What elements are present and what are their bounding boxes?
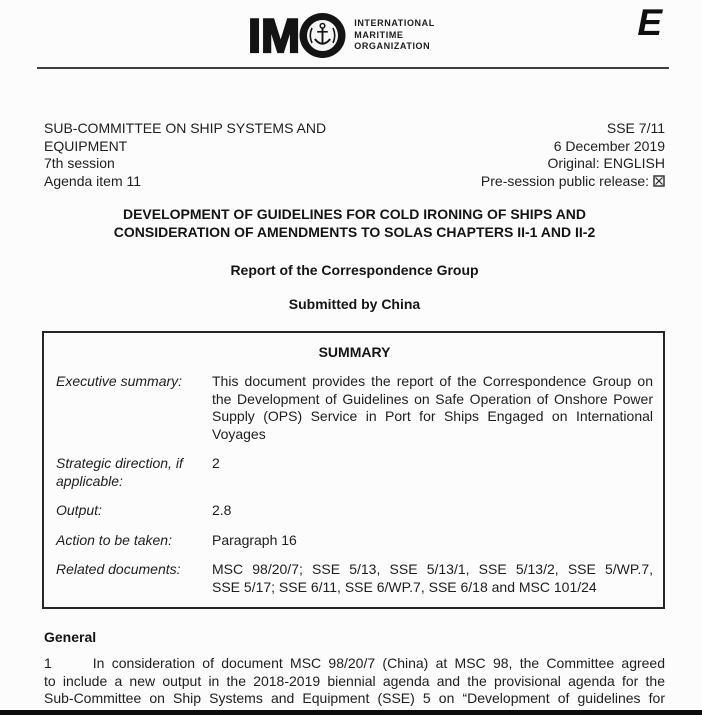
- org-name-line: INTERNATIONAL: [354, 18, 435, 29]
- org-name-line: MARITIME: [354, 29, 404, 40]
- paragraph-line: to include a new output in the 2018-2019 biennial agenda and the provisional agenda for the: [44, 672, 665, 689]
- summary-row-value: 2.8: [212, 502, 232, 518]
- agenda-item-line: Agenda item 11: [44, 172, 142, 189]
- section-heading-general: General: [44, 629, 97, 645]
- language-letter: E: [637, 2, 662, 43]
- summary-row-value: MSC 98/20/7; SSE 5/13, SSE 5/13/1, SSE 5/13/2, SSE 5/WP.7, SSE 5/17; SSE 6/11, SSE 6/WP.7, SSE 6/18 and MSC 101/24: [212, 561, 653, 595]
- doc-title: [44, 205, 665, 241]
- reference-block: [481, 120, 665, 190]
- presession-release-line: [481, 173, 665, 191]
- summary-row-action-to-be-taken: [56, 532, 653, 550]
- paragraph-1: [44, 655, 665, 708]
- summary-row-strategic-direction: [56, 455, 653, 490]
- committee-block: [44, 120, 326, 190]
- paragraph-line: 1 In consideration of document MSC 98/20/7 (China) at MSC 98, the Committee agreed: [44, 655, 665, 671]
- doc-original-language: Original: ENGLISH: [547, 155, 665, 171]
- summary-row-executive-summary: [56, 373, 653, 443]
- paragraph-number: 1: [44, 655, 52, 671]
- doc-symbol: SSE 7/11: [606, 120, 665, 136]
- summary-row-label: Related documents:: [56, 561, 181, 577]
- doc-title-line: DEVELOPMENT OF GUIDELINES FOR COLD IRONING OF SHIPS AND: [122, 206, 587, 222]
- summary-row-label: Output:: [56, 502, 102, 518]
- paragraph-line: Sub-Committee on Ship Systems and Equipment (SSE) 5 on “Development of guidelines for: [44, 690, 665, 706]
- summary-row-value: This document provides the report of the Correspondence Group on the Development of Guidelines on Safe Operation of Onshore Power Supply (OPS) Service in Port for Ships Engaged on International Voyages: [212, 373, 653, 442]
- summary-row-value: Paragraph 16: [212, 531, 297, 548]
- summary-row-related-documents: [56, 561, 653, 596]
- summary-row-label: Action to be taken:: [56, 531, 172, 548]
- summary-row-value: 2: [212, 455, 220, 471]
- summary-box: [42, 331, 665, 609]
- summary-heading: SUMMARY: [318, 344, 391, 360]
- checked-box-icon: [653, 175, 665, 187]
- masthead: [0, 0, 702, 69]
- document-body: [0, 120, 702, 708]
- committee-line: SUB-COMMITTEE ON SHIP SYSTEMS AND: [44, 120, 327, 136]
- org-name: [354, 18, 435, 53]
- doc-header: [44, 120, 665, 190]
- doc-title-line: CONSIDERATION OF AMENDMENTS TO SOLAS CHAPTERS II-1 AND II-2: [113, 224, 596, 240]
- submitted-by: Submitted by China: [288, 296, 421, 312]
- summary-row-output: [56, 502, 653, 520]
- masthead-divider: [37, 67, 669, 69]
- imo-logo-letters: IM: [248, 8, 301, 62]
- committee-line: EQUIPMENT: [44, 137, 128, 154]
- imo-emblem-o-icon: [299, 12, 346, 59]
- summary-row-label: Strategic direction, if applicable:: [56, 455, 183, 489]
- imo-logo: [248, 8, 435, 62]
- summary-row-label: Executive summary:: [56, 373, 183, 389]
- session-line: 7th session: [44, 155, 115, 171]
- presession-release-label: Pre-session public release:: [480, 172, 649, 189]
- org-name-line: ORGANIZATION: [354, 41, 431, 52]
- doc-date: 6 December 2019: [553, 137, 665, 154]
- page-bottom-scan-edge: [0, 710, 702, 715]
- doc-subtitle: Report of the Correspondence Group: [230, 262, 479, 278]
